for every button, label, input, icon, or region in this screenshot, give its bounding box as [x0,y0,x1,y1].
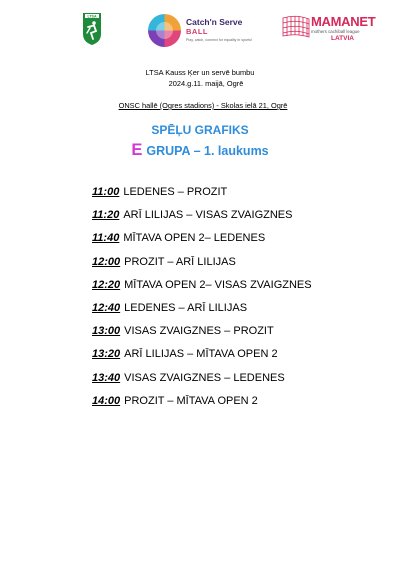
match-time: 13:00 [92,325,121,338]
match-time: 12:00 [92,255,121,268]
catchn-serve-logo [148,14,278,50]
page-title: SPĒĻU GRAFIKS [151,123,249,137]
mamanet-country: LATVIA [331,35,354,42]
match-row [92,185,392,208]
match-row [92,324,392,347]
match-time: 12:20 [92,278,121,291]
ltsa-shield-icon [82,12,102,46]
ltsa-logo [82,12,102,46]
venue-address: ONSC hallē (Ogres stadions) - Skolas ielā 21, Ogrē [118,101,288,110]
match-teams: LEDENES – ARĪ LILIJAS [124,301,248,314]
match-time: 11:00 [92,186,120,198]
match-row [92,208,392,231]
match-time: 11:40 [92,232,120,245]
match-row [92,278,392,301]
ball-icon [148,14,181,47]
match-teams: ARĪ LILIJAS – MĪTAVA OPEN 2 [124,348,278,361]
logo-strip [0,10,400,56]
match-row [92,394,392,417]
event-date: 2024.g.11. maijā, Ogrē [168,79,244,88]
match-teams: ARĪ LILIJAS – VISAS ZVAIGZNES [123,209,293,222]
match-teams: PROZIT – ARĪ LILIJAS [124,255,236,268]
match-time: 12:40 [92,301,121,314]
event-date-line [0,79,400,88]
mamanet-wordmark: MAMANET [311,14,376,29]
mamanet-subtitle: mothers cachiball league [311,29,360,34]
match-row [92,301,392,324]
venue-line [0,101,400,110]
cns-tagline: Play, catch, connect for equality in sports! [186,38,253,42]
group-court: GRUPA – 1. laukums [146,144,269,158]
cns-ball-word: BALL [186,27,208,36]
match-row [92,371,392,394]
match-row [92,255,392,278]
group-letter: E [131,141,143,159]
match-row [92,231,392,254]
group-heading [0,141,400,160]
match-teams: VISAS ZVAIGZNES – LEDENES [124,371,285,384]
match-row [92,347,392,370]
match-teams: VISAS ZVAIGZNES – PROZIT [124,325,274,338]
match-teams: MĪTAVA OPEN 2– VISAS ZVAIGZNES [124,278,312,291]
match-teams: PROZIT – MĪTAVA OPEN 2 [124,394,258,407]
match-time: 14:00 [92,394,121,407]
svg-text:LTSA: LTSA [87,14,97,19]
event-title-line [0,68,400,77]
match-teams: LEDENES – PROZIT [123,186,228,198]
match-teams: MĪTAVA OPEN 2– LEDENES [123,232,266,245]
match-time: 13:40 [92,371,121,384]
match-time: 11:20 [92,209,120,222]
mamanet-logo [281,12,376,52]
volleyball-net-icon [281,12,311,40]
cns-title: Catch'n Serve [186,17,243,27]
match-schedule [92,185,392,417]
event-title: LTSA Kauss Ķer un servē bumbu [145,68,255,77]
match-time: 13:20 [92,348,121,361]
